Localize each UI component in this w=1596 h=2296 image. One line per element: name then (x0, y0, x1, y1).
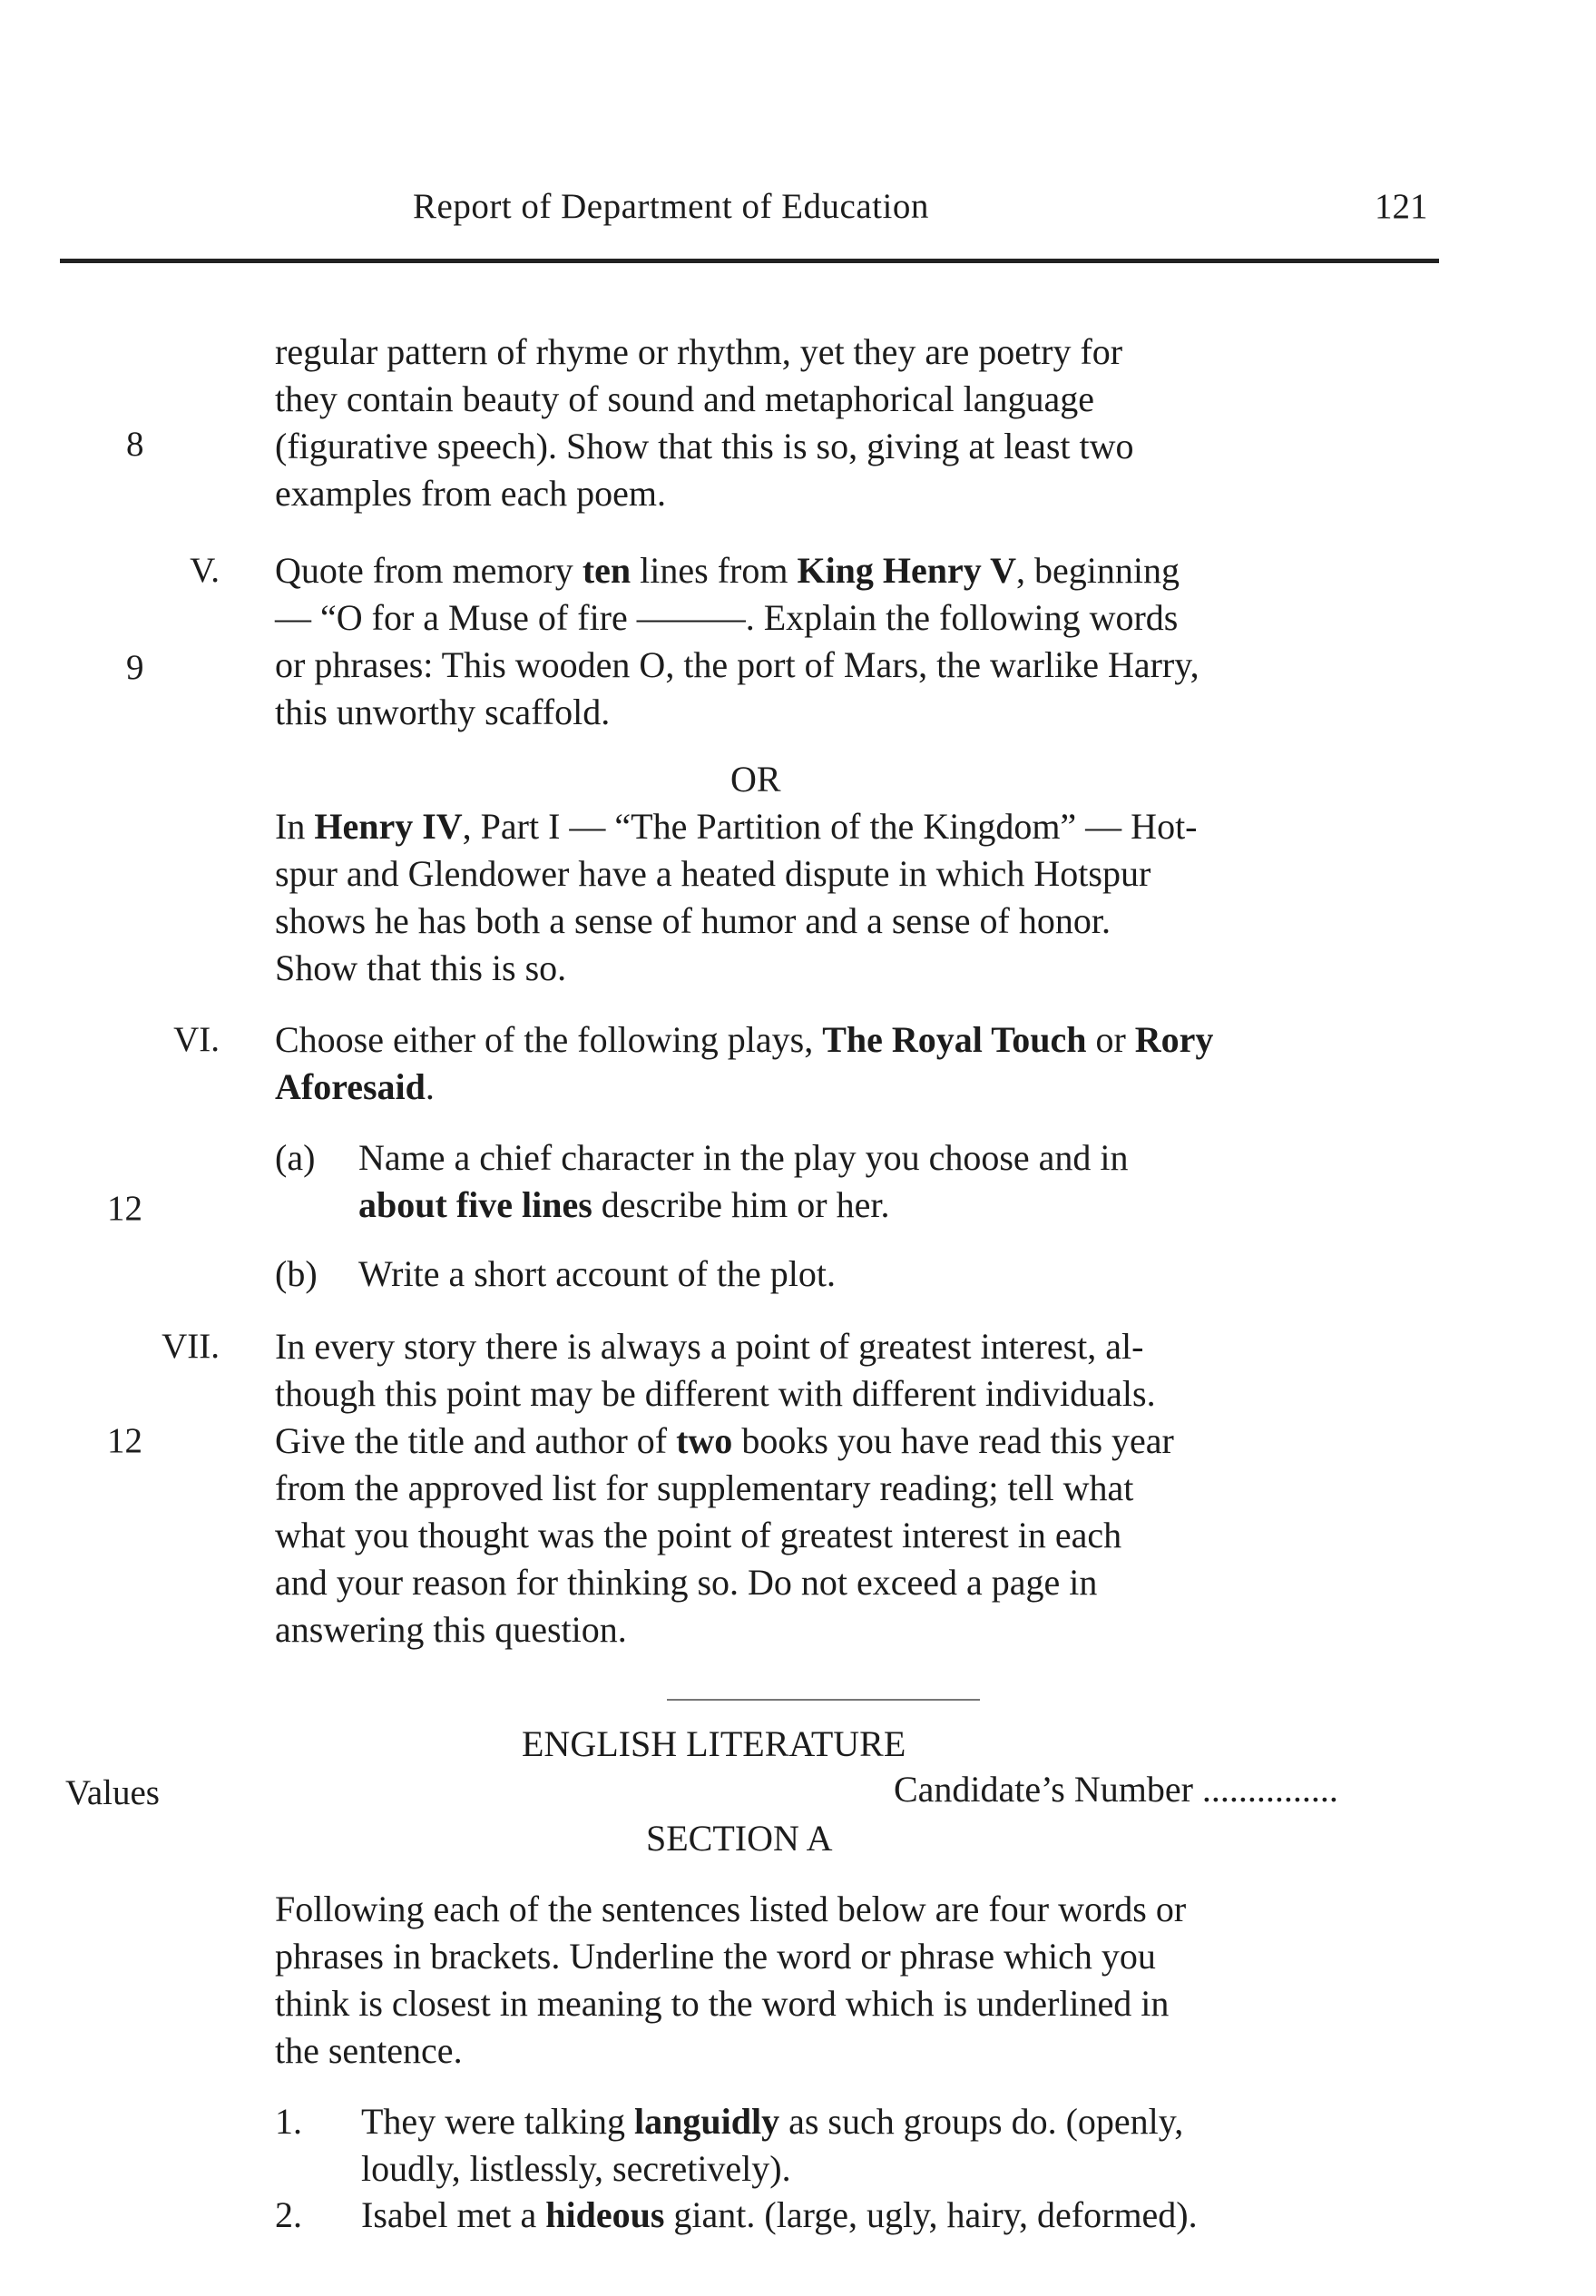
marks-value: 12 (107, 1189, 142, 1228)
text-line: they contain beauty of sound and metaphorical language (275, 378, 1095, 419)
text-line: shows he has both a sense of humor and a sense of honor. (275, 900, 1111, 941)
text-line: or phrases: This wooden O, the port of Mars, the warlike Harry, (275, 644, 1199, 685)
section-subheading: SECTION A (646, 1818, 833, 1859)
text-line: Quote from memory ten lines from King Henry V, beginning (275, 550, 1180, 591)
text-line: about five lines describe him or her. (358, 1184, 890, 1225)
list-item (275, 2192, 1443, 2239)
subquestion-b (275, 1251, 1443, 1298)
item-number: 2. (275, 2194, 302, 2235)
text-line: Choose either of the following plays, The Royal Touch or Rory (275, 1019, 1214, 1060)
section-separator (667, 1699, 980, 1701)
text-line: what you thought was the point of greatest interest in each (275, 1515, 1122, 1555)
text-line: phrases in brackets. Underline the word or phrase which you (275, 1936, 1156, 1977)
section-heading: ENGLISH LITERATURE (522, 1723, 906, 1764)
page-number: 121 (1375, 187, 1428, 226)
text-line: Following each of the sentences listed below are four words or (275, 1889, 1187, 1929)
question-numeral: VI. (173, 1020, 220, 1059)
question-vii-text (275, 1323, 1443, 1653)
text-line: spur and Glendower have a heated dispute in which Hotspur (275, 853, 1151, 894)
text-line: In Henry IV, Part I — “The Partition of the Kingdom” — Hot- (275, 806, 1198, 847)
text-line: Give the title and author of two books you have read this year (275, 1420, 1174, 1461)
text-line: think is closest in meaning to the word which is underlined in (275, 1983, 1170, 2024)
or-divider: OR (730, 759, 781, 800)
subquestion-label: (b) (275, 1253, 318, 1294)
candidate-number-field: Candidate’s Number ............... (894, 1769, 1338, 1810)
header-rule (60, 259, 1439, 263)
text-line: Aforesaid. (275, 1066, 435, 1107)
text-line: answering this question. (275, 1609, 627, 1650)
text-line: this unworthy scaffold. (275, 692, 611, 732)
text-line: They were talking languidly as such groups do. (openly, (361, 2101, 1184, 2142)
question-numeral: V. (190, 551, 220, 590)
text-line: from the approved list for supplementary reading; tell what (275, 1467, 1134, 1508)
subquestion-label: (a) (275, 1137, 316, 1178)
text-line: examples from each poem. (275, 473, 666, 514)
question-v-alternative (275, 803, 1443, 992)
marks-value: 9 (126, 648, 144, 687)
section-instructions (275, 1886, 1443, 2075)
text-line: the sentence. (275, 2030, 463, 2071)
text-line: Write a short account of the plot. (358, 1253, 836, 1294)
question-vi-text (275, 1016, 1443, 1111)
values-label: Values (65, 1773, 160, 1812)
marks-value: 12 (107, 1421, 142, 1460)
text-line: In every story there is always a point of greatest interest, al- (275, 1326, 1144, 1367)
text-line: and your reason for thinking so. Do not exceed a page in (275, 1562, 1098, 1603)
list-item (275, 2098, 1443, 2193)
text-line: loudly, listlessly, secretively). (361, 2148, 791, 2189)
text-line: Show that this is so. (275, 947, 567, 988)
running-header-title: Report of Department of Education (413, 187, 929, 226)
continuation-paragraph (275, 329, 1443, 517)
text-line: — “O for a Muse of fire ———. Explain the following words (275, 597, 1179, 638)
text-line: Name a chief character in the play you choose and in (358, 1137, 1129, 1178)
subquestion-a (275, 1134, 1443, 1229)
item-number: 1. (275, 2101, 302, 2142)
text-line: (figurative speech). Show that this is so, giving at least two (275, 426, 1134, 466)
text-line: regular pattern of rhyme or rhythm, yet they are poetry for (275, 331, 1123, 372)
text-line: Isabel met a hideous giant. (large, ugly, hairy, deformed). (361, 2194, 1198, 2235)
question-numeral: VII. (162, 1327, 220, 1366)
question-v-text (275, 547, 1443, 736)
text-line: though this point may be different with different individuals. (275, 1373, 1156, 1414)
marks-value: 8 (126, 425, 144, 464)
